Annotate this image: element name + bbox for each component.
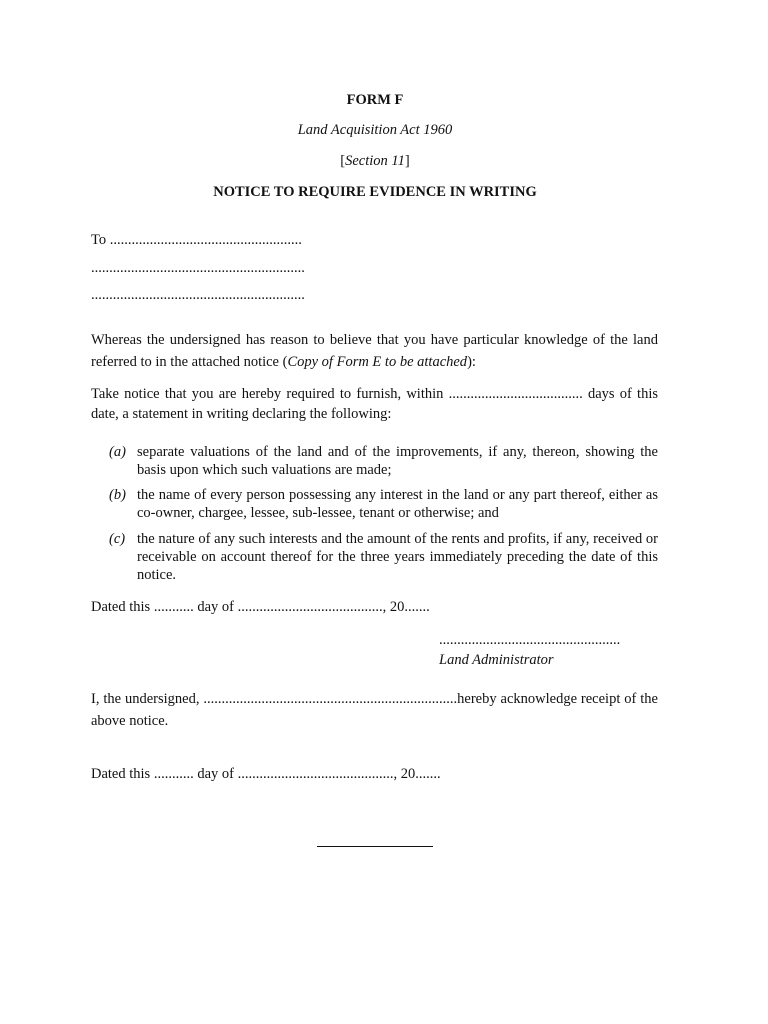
list-marker: (a)	[109, 444, 126, 460]
signature-dots: ..................................................	[439, 632, 621, 648]
acknowledgement-paragraph: I, the undersigned, ......................................................................hereby acknowledge receipt of the above notice.	[91, 691, 658, 729]
address-line-2: ...........................................................	[91, 260, 305, 276]
list-item-text: the nature of any such interests and the amount of the rents and profits, if any, received or receivable on account thereof for the three years immediately preceding the date of this notice.	[137, 531, 658, 583]
signature-rule	[317, 846, 433, 847]
section-label: Section 11	[345, 153, 405, 169]
dated-line-1: Dated this ........... day of ........................................, 20.......	[91, 599, 430, 615]
section-reference	[0, 153, 750, 170]
whereas-text: Whereas the undersigned has reason to believe that you have particular knowledge of the land referred to in the attached notice (	[91, 332, 658, 370]
act-title: Land Acquisition Act 1960	[297, 122, 453, 138]
whereas-paragraph	[91, 329, 658, 373]
section-bracket-open: [	[340, 153, 346, 169]
notice-title: NOTICE TO REQUIRE EVIDENCE IN WRITING	[213, 184, 537, 200]
list-item-text: the name of every person possessing any interest in the land or any part thereof, either as co-owner, chargee, lessee, sub-lessee, tenant or otherwise; and	[137, 487, 658, 521]
list-marker: (b)	[109, 487, 126, 503]
whereas-italic-note: Copy of Form E to be attached	[287, 354, 468, 370]
take-notice-paragraph: Take notice that you are hereby required to furnish, within ..................................... days of this date, a statement in writing declaring the following:	[91, 386, 658, 422]
section-bracket-close: ]	[404, 153, 410, 169]
address-line-3: ...........................................................	[91, 287, 305, 303]
list-item-text: separate valuations of the land and of the improvements, if any, thereon, showing the basis upon which such valuations are made;	[137, 444, 658, 478]
address-line-1: To .....................................................	[91, 232, 302, 248]
dated-line-2: Dated this ........... day of ..........................................., 20.......	[91, 766, 441, 782]
form-title: FORM F	[346, 92, 404, 108]
signature-title: Land Administrator	[439, 652, 554, 668]
list-marker: (c)	[109, 531, 126, 547]
whereas-end: ):	[467, 354, 476, 370]
